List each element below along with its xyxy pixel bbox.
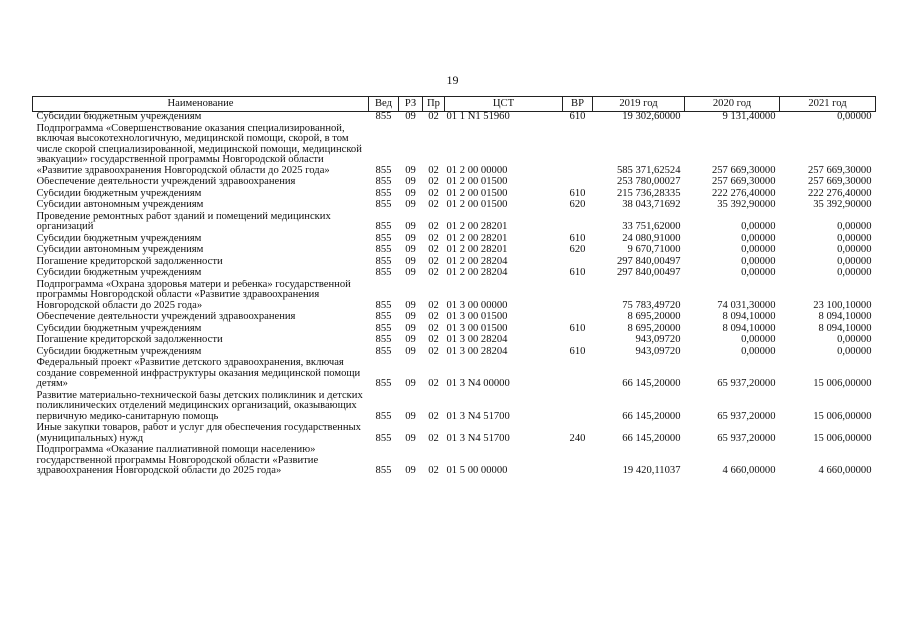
- row-2021: 257 669,30000: [807, 164, 872, 176]
- row-2019: 215 736,28335: [616, 188, 681, 199]
- row-cst: 01 2 00 01500: [446, 200, 508, 210]
- row-2019: 66 145,20000: [622, 378, 681, 389]
- row-ved: 855: [375, 410, 392, 422]
- row-cst: 01 5 00 00000: [446, 465, 508, 476]
- row-2020: 257 669,30000: [711, 164, 776, 176]
- table-row: [33, 312, 876, 324]
- row-2021: 257 669,30000: [807, 177, 872, 187]
- row-pr: 02: [428, 346, 439, 357]
- row-cst: 01 3 N4 51700: [446, 432, 510, 444]
- row-rz: 09: [405, 188, 416, 199]
- row-ved: 855: [375, 188, 392, 199]
- row-2021: 0,00000: [837, 245, 872, 255]
- row-name: Федеральный проект «Развитие детского здравоохранения, включая создание современной инфраструктуры оказания медицинской помощи детям»: [36, 358, 361, 389]
- row-ved: 855: [375, 256, 392, 267]
- table-row: [33, 280, 876, 313]
- row-2020: 35 392,90000: [717, 200, 776, 210]
- row-vr: [563, 212, 593, 234]
- row-2019: 9 670,71000: [627, 245, 681, 255]
- row-cst: 01 3 00 28204: [446, 346, 508, 357]
- row-rz: 09: [405, 164, 416, 176]
- row-ved: 855: [375, 221, 392, 232]
- row-ved: 855: [375, 378, 392, 389]
- row-2021: 15 006,00000: [813, 432, 872, 444]
- row-name: Субсидии бюджетным учреждениям: [36, 188, 202, 199]
- row-rz: 09: [405, 335, 416, 345]
- table-row: [33, 245, 876, 257]
- header-rz: РЗ: [399, 97, 423, 112]
- row-2019: 75 783,49720: [622, 299, 681, 311]
- row-2020: 257 669,30000: [711, 177, 776, 187]
- header-2020: 2020 год: [685, 97, 780, 112]
- row-cst: 01 3 00 00000: [446, 299, 508, 311]
- row-name: Погашение кредиторской задолженности: [36, 335, 223, 345]
- header-cst: ЦСТ: [445, 97, 563, 112]
- header-name: Наименование: [33, 97, 369, 112]
- table-row: [33, 423, 876, 445]
- row-2019: 943,09720: [635, 335, 681, 345]
- row-cst: 01 2 00 28201: [446, 221, 508, 232]
- row-name: Подпрограмма «Охрана здоровья матери и ребенка» государственной программы Новгородской области «Развитие здравоохранения Новгородской области до 2025 года»: [36, 279, 351, 311]
- header-pr: Пр: [423, 97, 445, 112]
- row-2019: 943,09720: [635, 346, 681, 357]
- row-ved: 855: [375, 164, 392, 176]
- row-2021: 0,00000: [837, 268, 872, 278]
- row-pr: 02: [428, 465, 439, 476]
- row-ved: 855: [375, 312, 392, 322]
- row-rz: 09: [405, 410, 416, 422]
- row-2021: 15 006,00000: [813, 410, 872, 422]
- row-name: Развитие материально-технической базы детских поликлиник и детских поликлинических отделений медицинских организаций, оказывающих первичную медико-санитарную помощь: [36, 390, 363, 422]
- row-2019: 585 371,62524: [616, 164, 681, 176]
- row-2019: 253 780,00027: [616, 177, 681, 187]
- table-row: [33, 200, 876, 212]
- table-row: [33, 257, 876, 269]
- row-name: Обеспечение деятельности учреждений здравоохранения: [36, 177, 296, 187]
- row-pr: 02: [428, 233, 439, 244]
- row-name: Субсидии бюджетным учреждениям: [36, 111, 202, 122]
- row-vr: 610: [569, 233, 586, 244]
- row-2019: 297 840,00497: [616, 268, 681, 278]
- row-2019: 19 302,60000: [622, 111, 681, 122]
- row-name: Проведение ремонтных работ зданий и помещений медицинских организаций: [36, 211, 331, 232]
- row-2019: 8 695,20000: [627, 312, 681, 322]
- table-row: [33, 124, 876, 178]
- row-2020: 0,00000: [741, 233, 776, 244]
- row-2019: 66 145,20000: [622, 432, 681, 444]
- row-name: Субсидии автономным учреждениям: [36, 200, 204, 210]
- header-ved: Вед: [369, 97, 399, 112]
- row-rz: 09: [405, 299, 416, 311]
- row-2019: 297 840,00497: [616, 256, 681, 267]
- row-vr: [563, 124, 593, 178]
- row-vr: [563, 358, 593, 391]
- row-2021: 35 392,90000: [813, 200, 872, 210]
- row-vr: [563, 312, 593, 324]
- row-2020: 65 937,20000: [717, 432, 776, 444]
- row-2019: 38 043,71692: [622, 200, 681, 210]
- row-vr: 610: [569, 111, 586, 122]
- row-name: Обеспечение деятельности учреждений здравоохранения: [36, 312, 296, 322]
- row-rz: 09: [405, 323, 416, 334]
- row-2020: 8 094,10000: [722, 323, 776, 334]
- row-vr: 240: [569, 432, 586, 444]
- row-cst: 01 1 N1 51960: [446, 111, 510, 122]
- table-row: [33, 268, 876, 280]
- row-2021: 0,00000: [837, 335, 872, 345]
- row-name: Подпрограмма «Оказание паллиативной помощи населению» государственной программы Новгородской области «Развитие здравоохранения Новгородской области до 2025 года»: [36, 445, 319, 476]
- row-2020: 0,00000: [741, 335, 776, 345]
- budget-table: [32, 96, 876, 478]
- table-row: [33, 112, 876, 124]
- row-rz: 09: [405, 200, 416, 210]
- row-ved: 855: [375, 233, 392, 244]
- row-rz: 09: [405, 245, 416, 255]
- row-ved: 855: [375, 268, 392, 278]
- row-rz: 09: [405, 465, 416, 476]
- row-ved: 855: [375, 111, 392, 122]
- row-rz: 09: [405, 256, 416, 267]
- row-ved: 855: [375, 245, 392, 255]
- row-rz: 09: [405, 268, 416, 278]
- table-row: [33, 212, 876, 234]
- row-pr: 02: [428, 177, 439, 187]
- row-cst: 01 2 00 28201: [446, 233, 508, 244]
- row-name: Субсидии бюджетным учреждениям: [36, 346, 202, 357]
- row-cst: 01 3 00 01500: [446, 312, 508, 322]
- row-vr: [563, 177, 593, 189]
- row-rz: 09: [405, 221, 416, 232]
- row-cst: 01 3 N4 00000: [446, 378, 510, 389]
- row-2020: 74 031,30000: [717, 299, 776, 311]
- row-2021: 0,00000: [837, 221, 872, 232]
- row-2021: 8 094,10000: [818, 323, 872, 334]
- row-2021: 23 100,10000: [813, 299, 872, 311]
- row-name: Субсидии автономным учреждениям: [36, 245, 204, 255]
- row-rz: 09: [405, 432, 416, 444]
- row-pr: 02: [428, 256, 439, 267]
- row-cst: 01 2 00 00000: [446, 164, 508, 176]
- row-name: Субсидии бюджетным учреждениям: [36, 233, 202, 244]
- row-ved: 855: [375, 200, 392, 210]
- table-row: [33, 391, 876, 424]
- row-2021: 4 660,00000: [818, 465, 872, 476]
- row-2021: 0,00000: [837, 233, 872, 244]
- row-cst: 01 2 00 28204: [446, 268, 508, 278]
- row-ved: 855: [375, 323, 392, 334]
- row-vr: [563, 335, 593, 347]
- row-ved: 855: [375, 177, 392, 187]
- row-rz: 09: [405, 378, 416, 389]
- row-cst: 01 2 00 28204: [446, 256, 508, 267]
- row-pr: 02: [428, 335, 439, 345]
- row-pr: 02: [428, 312, 439, 322]
- row-2020: 4 660,00000: [722, 465, 776, 476]
- row-cst: 01 3 N4 51700: [446, 410, 510, 422]
- row-rz: 09: [405, 346, 416, 357]
- row-2020: 0,00000: [741, 245, 776, 255]
- row-ved: 855: [375, 465, 392, 476]
- row-cst: 01 2 00 28201: [446, 245, 508, 255]
- row-2020: 9 131,40000: [722, 111, 776, 122]
- table-row: [33, 189, 876, 201]
- row-pr: 02: [428, 164, 439, 176]
- table-row: [33, 358, 876, 391]
- row-ved: 855: [375, 299, 392, 311]
- row-2020: 65 937,20000: [717, 410, 776, 422]
- row-pr: 02: [428, 111, 439, 122]
- row-2019: 24 080,91000: [622, 233, 681, 244]
- table-row: [33, 324, 876, 336]
- table-header: [33, 97, 876, 112]
- row-2019: 8 695,20000: [627, 323, 681, 334]
- row-cst: 01 3 00 01500: [446, 323, 508, 334]
- row-name: Субсидии бюджетным учреждениям: [36, 323, 202, 334]
- table-row: [33, 177, 876, 189]
- table-body: [33, 112, 876, 478]
- row-vr: 610: [569, 268, 586, 278]
- row-name: Субсидии бюджетным учреждениям: [36, 268, 202, 278]
- row-pr: 02: [428, 221, 439, 232]
- row-pr: 02: [428, 299, 439, 311]
- row-2021: 8 094,10000: [818, 312, 872, 322]
- row-2020: 222 276,40000: [711, 188, 776, 199]
- row-pr: 02: [428, 378, 439, 389]
- row-2019: 19 420,11037: [622, 465, 681, 476]
- row-2021: 0,00000: [837, 346, 872, 357]
- table-row: [33, 234, 876, 246]
- row-ved: 855: [375, 346, 392, 357]
- row-2021: 0,00000: [837, 111, 872, 122]
- row-2021: 222 276,40000: [807, 188, 872, 199]
- row-2021: 15 006,00000: [813, 378, 872, 389]
- row-ved: 855: [375, 335, 392, 345]
- row-2020: 0,00000: [741, 346, 776, 357]
- row-2020: 0,00000: [741, 221, 776, 232]
- row-pr: 02: [428, 410, 439, 422]
- header-2019: 2019 год: [593, 97, 685, 112]
- row-rz: 09: [405, 233, 416, 244]
- row-name: Подпрограмма «Совершенствование оказания специализированной, включая высокотехнологичную, медицинской помощи, скорой, в том числе скорой специализированной, медицинской помощи, медицинской эвакуации» государственной программы Новгородской области «Развитие здравоохранения Новгородской области до 2025 года»: [36, 123, 362, 176]
- row-2019: 66 145,20000: [622, 410, 681, 422]
- header-2021: 2021 год: [780, 97, 876, 112]
- row-2020: 65 937,20000: [717, 378, 776, 389]
- row-vr: [563, 445, 593, 478]
- row-pr: 02: [428, 200, 439, 210]
- row-vr: [563, 391, 593, 424]
- row-ved: 855: [375, 432, 392, 444]
- row-pr: 02: [428, 268, 439, 278]
- row-pr: 02: [428, 432, 439, 444]
- row-pr: 02: [428, 245, 439, 255]
- table-row: [33, 335, 876, 347]
- row-pr: 02: [428, 188, 439, 199]
- table-row: [33, 445, 876, 478]
- row-vr: 620: [569, 200, 586, 210]
- row-vr: 610: [569, 188, 586, 199]
- row-2019: 33 751,62000: [622, 221, 681, 232]
- row-rz: 09: [405, 111, 416, 122]
- header-vr: ВР: [563, 97, 593, 112]
- row-name: Погашение кредиторской задолженности: [36, 256, 223, 267]
- row-cst: 01 2 00 01500: [446, 177, 508, 187]
- row-2021: 0,00000: [837, 256, 872, 267]
- row-2020: 8 094,10000: [722, 312, 776, 322]
- row-2020: 0,00000: [741, 256, 776, 267]
- row-vr: 610: [569, 323, 586, 334]
- row-vr: 620: [569, 245, 586, 255]
- row-cst: 01 2 00 01500: [446, 188, 508, 199]
- page-number: 19: [446, 73, 459, 87]
- row-vr: 610: [569, 346, 586, 357]
- row-2020: 0,00000: [741, 268, 776, 278]
- row-vr: [563, 280, 593, 313]
- table-row: [33, 347, 876, 359]
- row-rz: 09: [405, 177, 416, 187]
- row-name: Иные закупки товаров, работ и услуг для обеспечения государственных (муниципальных) нужд: [36, 423, 361, 444]
- row-pr: 02: [428, 323, 439, 334]
- row-cst: 01 3 00 28204: [446, 335, 508, 345]
- row-vr: [563, 257, 593, 269]
- row-rz: 09: [405, 312, 416, 322]
